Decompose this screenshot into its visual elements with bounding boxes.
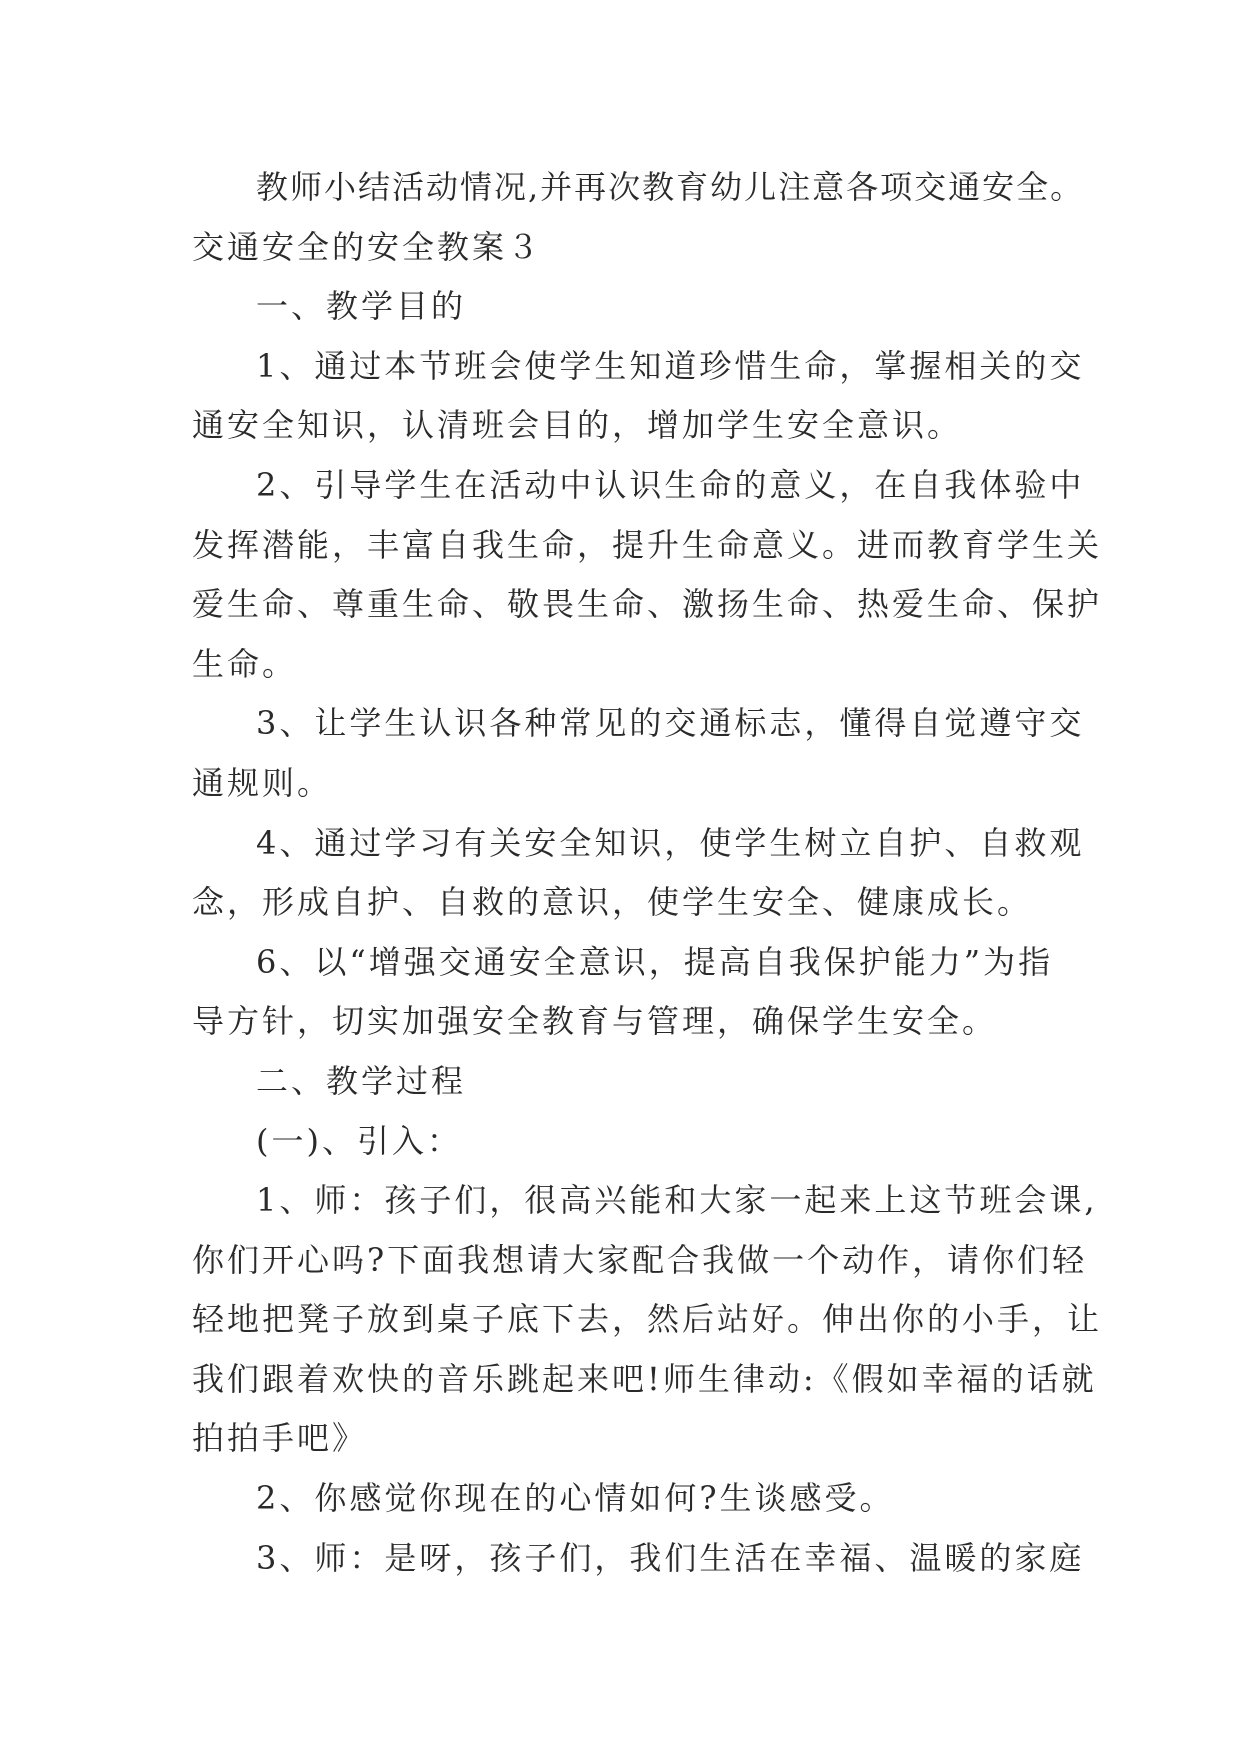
document-body (192, 158, 1103, 1588)
text-line: 2、引导学生在活动中认识生命的意义，在自我体验中 (256, 465, 1085, 504)
text-line: 你们开心吗?下面我想请大家配合我做一个动作，请你们轻 (192, 1240, 1088, 1279)
text-line: 通规则。 (192, 763, 333, 802)
text-line: 拍拍手吧》 (192, 1419, 368, 1458)
text-line: 我们跟着欢快的音乐跳起来吧!师生律动:《假如幸福的话就 (192, 1359, 1097, 1398)
subheading-introduction: (一)、引入： (256, 1121, 462, 1160)
text-line: 1、师：孩子们，很高兴能和大家一起来上这节班会课, (256, 1181, 1098, 1220)
heading-teaching-goals: 一、教学目的 (256, 287, 467, 326)
text-line: 爱生命、尊重生命、敬畏生命、激扬生命、热爱生命、保护 (192, 585, 1103, 624)
text-line: 轻地把凳子放到桌子底下去，然后站好。伸出你的小手，让 (192, 1300, 1103, 1339)
text-line: 念，形成自护、自救的意识，使学生安全、健康成长。 (192, 883, 1033, 922)
text-line: 通安全知识，认清班会目的，增加学生安全意识。 (192, 406, 963, 445)
text-line: 1、通过本节班会使学生知道珍惜生命，掌握相关的交 (256, 346, 1085, 385)
text-line: 2、你感觉你现在的心情如何?生谈感受。 (256, 1479, 895, 1518)
text-line: 3、师：是呀，孩子们，我们生活在幸福、温暖的家庭 (256, 1538, 1085, 1577)
heading-teaching-process: 二、教学过程 (256, 1061, 467, 1100)
text-line: 4、通过学习有关安全知识，使学生树立自护、自救观 (256, 823, 1085, 862)
text-line: 3、让学生认识各种常见的交通标志，懂得自觉遵守交 (256, 704, 1085, 743)
section-title: 交通安全的安全教案３ (192, 227, 543, 266)
text-line: 生命。 (192, 644, 298, 683)
text-line: 6、以“增强交通安全意识，提高自我保护能力”为指 (256, 942, 1054, 981)
text-line: 导方针，切实加强安全教育与管理，确保学生安全。 (192, 1002, 998, 1041)
text-line: 教师小结活动情况,并再次教育幼儿注意各项交通安全。 (256, 168, 1085, 206)
text-line: 发挥潜能，丰富自我生命，提升生命意义。进而教育学生关 (192, 525, 1103, 564)
